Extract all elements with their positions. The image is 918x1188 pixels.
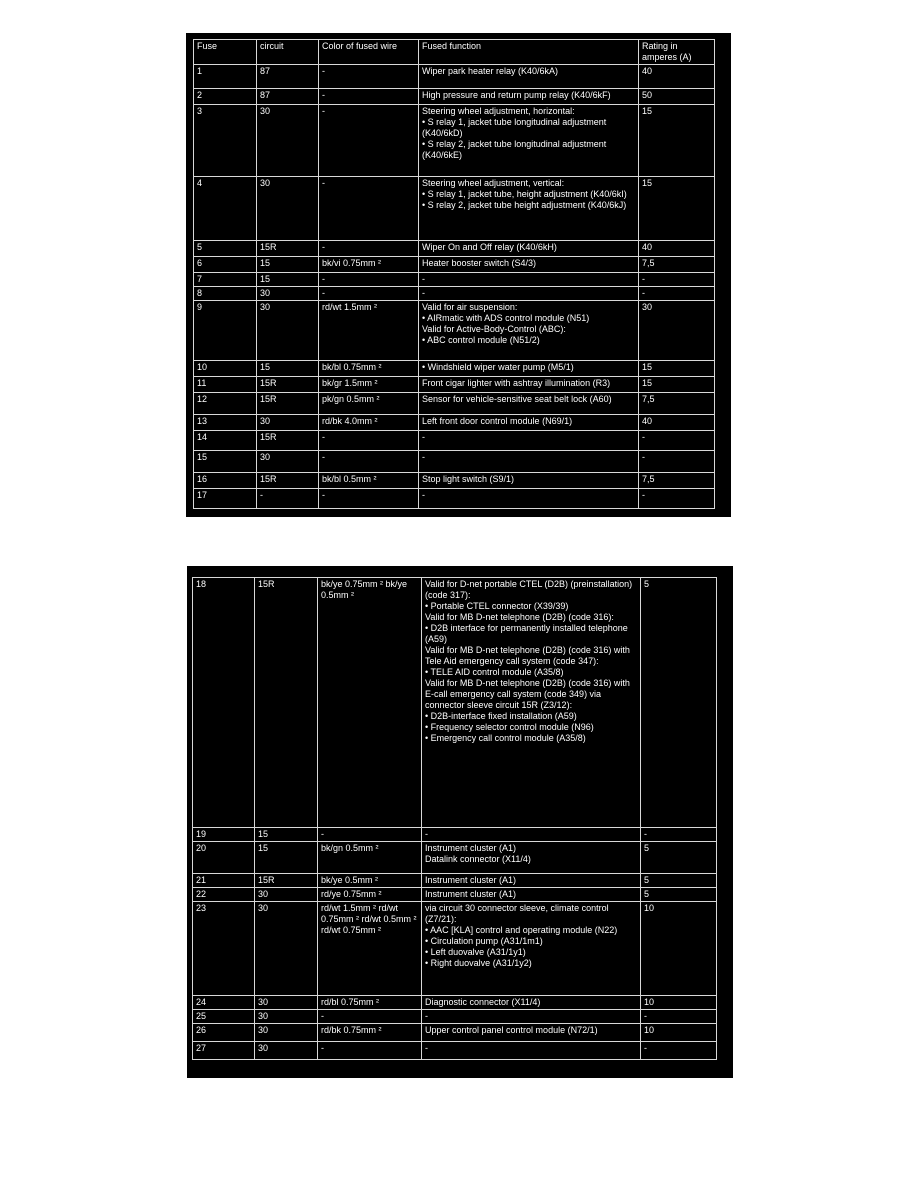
fused-function-cell	[422, 842, 641, 874]
table-row	[193, 1042, 717, 1060]
rating-cell: 5	[641, 842, 717, 874]
circuit-cell: -	[257, 489, 319, 509]
table-row	[194, 105, 715, 177]
fused-function-cell	[419, 177, 639, 241]
fuse-number: 3	[194, 105, 257, 177]
function-line: Valid for D-net portable CTEL (D2B) (preinstallation) (code 317):	[425, 579, 633, 600]
fused-function-cell	[419, 257, 639, 273]
wire-color-cell: rd/wt 1.5mm ² rd/wt 0.75mm ² rd/wt 0.5mm ² rd/wt 0.75mm ²	[318, 902, 422, 996]
fuse-table-1-body	[194, 65, 715, 509]
rating-cell: 5	[641, 888, 717, 902]
function-line: -	[425, 1043, 428, 1053]
fuse-number: 19	[193, 828, 255, 842]
circuit-cell: 30	[257, 301, 319, 361]
table-row	[194, 361, 715, 377]
circuit-cell: 15R	[255, 578, 318, 828]
table-row	[193, 1010, 717, 1024]
wire-color-cell: bk/gn 0.5mm ²	[318, 842, 422, 874]
function-line: Instrument cluster (A1)	[425, 843, 517, 853]
function-line: • D2B interface for permanently installed telephone (A59)	[425, 623, 628, 644]
rating-cell: -	[641, 1010, 717, 1024]
rating-cell: -	[639, 451, 715, 473]
wire-color-cell: -	[319, 65, 419, 89]
fuse-number: 16	[194, 473, 257, 489]
fuse-table-1	[193, 39, 715, 509]
fused-function-cell	[419, 489, 639, 509]
fuse-number: 11	[194, 377, 257, 393]
wire-color-cell: -	[319, 451, 419, 473]
rating-cell: 10	[641, 996, 717, 1010]
fused-function-cell	[422, 828, 641, 842]
function-line: Diagnostic connector (X11/4)	[425, 997, 541, 1007]
function-line: Valid for air suspension:	[422, 302, 518, 312]
fuse-number: 20	[193, 842, 255, 874]
fuse-number: 2	[194, 89, 257, 105]
rating-cell: 15	[639, 361, 715, 377]
circuit-cell: 15R	[257, 377, 319, 393]
fused-function-cell	[422, 874, 641, 888]
fused-function-cell	[419, 377, 639, 393]
fused-function-cell	[419, 451, 639, 473]
table-row	[194, 377, 715, 393]
function-line: • Frequency selector control module (N96)	[425, 722, 594, 732]
rating-cell: -	[639, 287, 715, 301]
wire-color-cell: -	[318, 1010, 422, 1024]
table-row	[194, 273, 715, 287]
rating-cell: 7,5	[639, 473, 715, 489]
function-line: Wiper park heater relay (K40/6kA)	[422, 66, 559, 76]
fuse-number: 4	[194, 177, 257, 241]
function-line: Upper control panel control module (N72/1)	[425, 1025, 598, 1035]
header-rating: Rating in amperes (A)	[639, 40, 715, 65]
wire-color-cell: -	[319, 273, 419, 287]
function-line: • Right duovalve (A31/1y2)	[425, 958, 532, 968]
function-line: Valid for MB D-net telephone (D2B) (code 316) with E-call emergency call system (code 349) via connector sleeve circuit 15R (Z3/12):	[425, 678, 630, 710]
rating-cell: -	[641, 828, 717, 842]
circuit-cell: 30	[257, 105, 319, 177]
table-row	[194, 241, 715, 257]
function-line: • S relay 1, jacket tube, height adjustment (K40/6kI)	[422, 189, 627, 199]
function-line: -	[425, 829, 428, 839]
function-line: • Windshield wiper water pump (M5/1)	[422, 362, 574, 372]
header-fuse: Fuse	[194, 40, 257, 65]
function-line: -	[422, 288, 425, 298]
wire-color-cell: -	[319, 89, 419, 105]
fuse-number: 5	[194, 241, 257, 257]
fused-function-cell	[419, 241, 639, 257]
circuit-cell: 30	[257, 451, 319, 473]
fuse-number: 14	[194, 431, 257, 451]
fuse-table-panel-2	[187, 566, 733, 1078]
fuse-table-2-body	[193, 578, 717, 1060]
rating-cell: 50	[639, 89, 715, 105]
function-line: Valid for MB D-net telephone (D2B) (code 316) with Tele Aid emergency call system (code 347):	[425, 645, 630, 666]
wire-color-cell: bk/gr 1.5mm ²	[319, 377, 419, 393]
table-row	[194, 65, 715, 89]
rating-cell: 7,5	[639, 393, 715, 415]
rating-cell: 15	[639, 377, 715, 393]
wire-color-cell: -	[319, 177, 419, 241]
rating-cell: -	[641, 1042, 717, 1060]
fused-function-cell	[422, 1042, 641, 1060]
wire-color-cell: -	[319, 431, 419, 451]
function-line: -	[422, 452, 425, 462]
fuse-number: 18	[193, 578, 255, 828]
circuit-cell: 15	[257, 273, 319, 287]
wire-color-cell: bk/ye 0.5mm ²	[318, 874, 422, 888]
wire-color-cell: -	[319, 489, 419, 509]
header-circuit: circuit	[257, 40, 319, 65]
fuse-number: 13	[194, 415, 257, 431]
fused-function-cell	[419, 415, 639, 431]
circuit-cell: 30	[255, 1024, 318, 1042]
circuit-cell: 15	[257, 257, 319, 273]
table-row	[193, 996, 717, 1010]
function-line: -	[422, 432, 425, 442]
fuse-number: 12	[194, 393, 257, 415]
rating-cell: 5	[641, 874, 717, 888]
table-row	[193, 874, 717, 888]
rating-cell: 40	[639, 65, 715, 89]
table-row	[194, 257, 715, 273]
circuit-cell: 15	[257, 361, 319, 377]
function-line: Sensor for vehicle-sensitive seat belt lock (A60)	[422, 394, 612, 404]
function-line: -	[422, 490, 425, 500]
table-header-row	[194, 40, 715, 65]
fuse-number: 10	[194, 361, 257, 377]
fuse-number: 9	[194, 301, 257, 361]
function-line: • ABC control module (N51/2)	[422, 335, 540, 345]
wire-color-cell: rd/ye 0.75mm ²	[318, 888, 422, 902]
fuse-number: 7	[194, 273, 257, 287]
table-row	[193, 842, 717, 874]
fuse-number: 22	[193, 888, 255, 902]
fuse-number: 27	[193, 1042, 255, 1060]
function-line: • Circulation pump (A31/1m1)	[425, 936, 543, 946]
rating-cell: -	[639, 489, 715, 509]
wire-color-cell: rd/wt 1.5mm ²	[319, 301, 419, 361]
fuse-number: 26	[193, 1024, 255, 1042]
fused-function-cell	[419, 105, 639, 177]
function-line: • S relay 2, jacket tube height adjustment (K40/6kJ)	[422, 200, 627, 210]
table-row	[194, 451, 715, 473]
table-row	[194, 393, 715, 415]
table-row	[194, 473, 715, 489]
function-line: • Left duovalve (A31/1y1)	[425, 947, 526, 957]
table-row	[194, 415, 715, 431]
fused-function-cell	[419, 393, 639, 415]
table-row	[193, 902, 717, 996]
fuse-number: 15	[194, 451, 257, 473]
header-color: Color of fused wire	[319, 40, 419, 65]
circuit-cell: 30	[255, 1042, 318, 1060]
rating-cell: 10	[641, 902, 717, 996]
circuit-cell: 30	[255, 902, 318, 996]
wire-color-cell: rd/bk 4.0mm ²	[319, 415, 419, 431]
wire-color-cell: rd/bk 0.75mm ²	[318, 1024, 422, 1042]
wire-color-cell: bk/bl 0.5mm ²	[319, 473, 419, 489]
table-row	[193, 1024, 717, 1042]
fuse-number: 23	[193, 902, 255, 996]
rating-cell: 40	[639, 415, 715, 431]
header-function: Fused function	[419, 40, 639, 65]
fuse-table-panel-1	[186, 33, 731, 517]
fused-function-cell	[419, 273, 639, 287]
rating-cell: 30	[639, 301, 715, 361]
fused-function-cell	[419, 89, 639, 105]
function-line: Valid for MB D-net telephone (D2B) (code 316):	[425, 612, 614, 622]
wire-color-cell: -	[319, 287, 419, 301]
wire-color-cell: -	[319, 105, 419, 177]
table-row	[193, 888, 717, 902]
table-row	[193, 828, 717, 842]
circuit-cell: 15R	[257, 241, 319, 257]
fused-function-cell	[422, 578, 641, 828]
rating-cell: -	[639, 273, 715, 287]
circuit-cell: 30	[255, 888, 318, 902]
function-line: Heater booster switch (S4/3)	[422, 258, 537, 268]
fused-function-cell	[419, 65, 639, 89]
function-line: • D2B-interface fixed installation (A59)	[425, 711, 577, 721]
circuit-cell: 30	[255, 1010, 318, 1024]
fuse-number: 6	[194, 257, 257, 273]
fuse-number: 21	[193, 874, 255, 888]
circuit-cell: 15R	[257, 393, 319, 415]
circuit-cell: 87	[257, 89, 319, 105]
wire-color-cell: -	[318, 828, 422, 842]
fused-function-cell	[419, 473, 639, 489]
table-row	[194, 177, 715, 241]
table-row	[193, 578, 717, 828]
fuse-number: 8	[194, 287, 257, 301]
fused-function-cell	[419, 361, 639, 377]
fused-function-cell	[419, 287, 639, 301]
table-row	[194, 301, 715, 361]
wire-color-cell: rd/bl 0.75mm ²	[318, 996, 422, 1010]
table-row	[194, 431, 715, 451]
function-line: High pressure and return pump relay (K40/6kF)	[422, 90, 611, 100]
function-line: • AIRmatic with ADS control module (N51)	[422, 313, 590, 323]
table-row	[194, 287, 715, 301]
fuse-table-2	[192, 577, 717, 1060]
rating-cell: 7,5	[639, 257, 715, 273]
wire-color-cell: -	[319, 241, 419, 257]
function-line: • TELE AID control module (A35/8)	[425, 667, 564, 677]
function-line: Front cigar lighter with ashtray illumination (R3)	[422, 378, 611, 388]
circuit-cell: 30	[257, 415, 319, 431]
rating-cell: 10	[641, 1024, 717, 1042]
function-line: Stop light switch (S9/1)	[422, 474, 515, 484]
function-line: • S relay 1, jacket tube longitudinal adjustment (K40/6kD)	[422, 117, 607, 138]
function-line: Left front door control module (N69/1)	[422, 416, 573, 426]
fused-function-cell	[419, 431, 639, 451]
circuit-cell: 30	[255, 996, 318, 1010]
function-line: Steering wheel adjustment, horizontal:	[422, 106, 575, 116]
function-line: • Portable CTEL connector (X39/39)	[425, 601, 569, 611]
function-line: Instrument cluster (A1)	[425, 889, 517, 899]
rating-cell: 15	[639, 105, 715, 177]
wire-color-cell: pk/gn 0.5mm ²	[319, 393, 419, 415]
fused-function-cell	[422, 1024, 641, 1042]
rating-cell: 40	[639, 241, 715, 257]
wire-color-cell: bk/ye 0.75mm ² bk/ye 0.5mm ²	[318, 578, 422, 828]
table-row	[194, 489, 715, 509]
fuse-number: 25	[193, 1010, 255, 1024]
function-line: Valid for Active-Body-Control (ABC):	[422, 324, 566, 334]
fused-function-cell	[419, 301, 639, 361]
function-line: Datalink connector (X11/4)	[425, 854, 531, 864]
wire-color-cell: bk/bl 0.75mm ²	[319, 361, 419, 377]
function-line: Steering wheel adjustment, vertical:	[422, 178, 565, 188]
fuse-number: 24	[193, 996, 255, 1010]
fused-function-cell	[422, 1010, 641, 1024]
circuit-cell: 87	[257, 65, 319, 89]
function-line: -	[422, 274, 425, 284]
function-line: Wiper On and Off relay (K40/6kH)	[422, 242, 557, 252]
table-row	[194, 89, 715, 105]
function-line: via circuit 30 connector sleeve, climate control (Z7/21):	[425, 903, 609, 924]
fuse-number: 17	[194, 489, 257, 509]
fused-function-cell	[422, 996, 641, 1010]
circuit-cell: 30	[257, 177, 319, 241]
circuit-cell: 15R	[255, 874, 318, 888]
function-line: • S relay 2, jacket tube longitudinal adjustment (K40/6kE)	[422, 139, 607, 160]
function-line: -	[425, 1011, 428, 1021]
rating-cell: 15	[639, 177, 715, 241]
circuit-cell: 15	[255, 828, 318, 842]
circuit-cell: 15R	[257, 473, 319, 489]
function-line: • AAC [KLA] control and operating module (N22)	[425, 925, 618, 935]
wire-color-cell: bk/vi 0.75mm ²	[319, 257, 419, 273]
circuit-cell: 15	[255, 842, 318, 874]
circuit-cell: 15R	[257, 431, 319, 451]
function-line: Instrument cluster (A1)	[425, 875, 517, 885]
function-line: • Emergency call control module (A35/8)	[425, 733, 586, 743]
rating-cell: 5	[641, 578, 717, 828]
wire-color-cell: -	[318, 1042, 422, 1060]
fused-function-cell	[422, 888, 641, 902]
fused-function-cell	[422, 902, 641, 996]
fuse-number: 1	[194, 65, 257, 89]
rating-cell: -	[639, 431, 715, 451]
circuit-cell: 30	[257, 287, 319, 301]
